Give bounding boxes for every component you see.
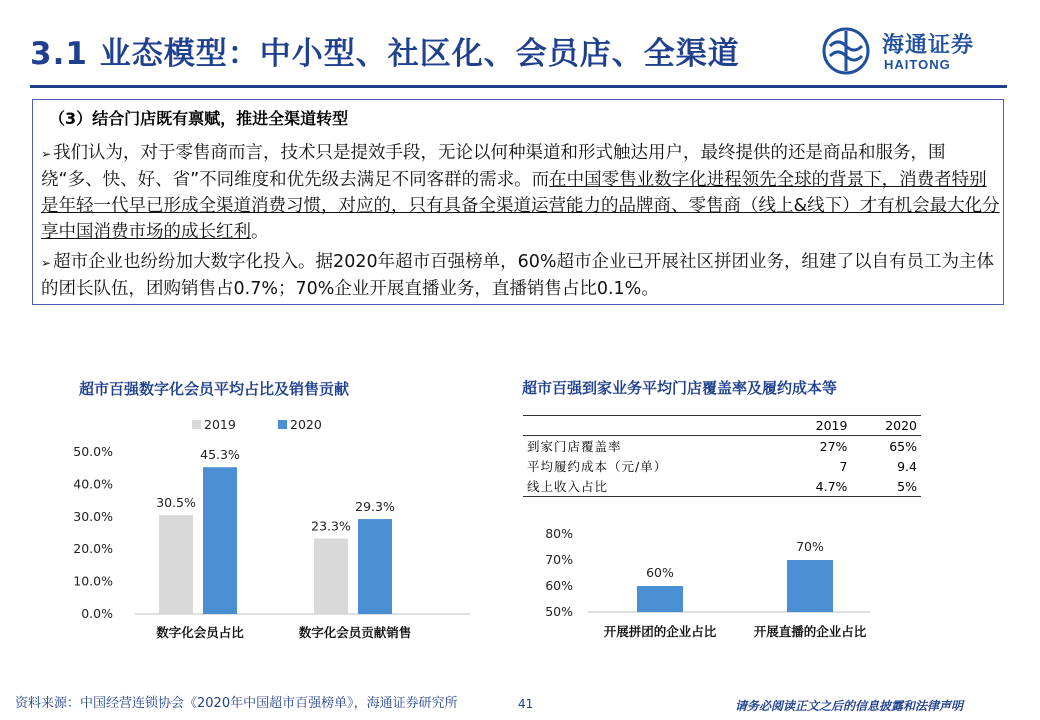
left-chart-title: 超市百强数字化会员平均占比及销售贡献 — [79, 380, 350, 398]
y-tick-label: 50% — [545, 604, 573, 619]
category-label: 数字化会员占比 — [156, 625, 244, 640]
bar — [637, 586, 683, 612]
page-title: 3.1 业态模型：中小型、社区化、会员店、全渠道 — [30, 36, 740, 72]
paragraph-1-text-c: 。 — [251, 222, 269, 242]
category-label: 数字化会员贡献销售 — [298, 625, 412, 640]
table-cell: 线上收入占比 — [523, 476, 782, 497]
table-cell: 65% — [889, 438, 917, 454]
disclaimer: 请务必阅读正文之后的信息披露和法律声明 — [735, 699, 964, 713]
bar — [358, 519, 392, 614]
legend-swatch — [192, 420, 201, 429]
bullet-arrow-icon: ➢ — [41, 256, 52, 270]
table-header-cell: 2019 — [782, 416, 852, 436]
paragraph-1-text-a: 我们认为，对于零售商而言，技术只是提效手段，无论以何种渠道和形式触达用户，最终提供的还是商品和服务，围绕“多、快、好、省”不同维度和优先级去满足不同客群的需求。而 — [41, 143, 946, 190]
y-tick-label: 30.0% — [73, 508, 113, 524]
table-cell: 7 — [839, 458, 848, 474]
right-section-title: 超市百强到家业务平均门店覆盖率及履约成本等 — [522, 379, 838, 397]
y-tick-label: 0.0% — [81, 606, 113, 621]
textbox-subheading: （3）结合门店既有禀赋，推进全渠道转型 — [49, 109, 349, 128]
bar — [203, 467, 237, 614]
paragraph-1-underlined: 在中国零售业数字化进程领先全球的背景下，消费者特别是年轻一代早已形成全渠道消费习惯，对应的，只有具备全渠道运营能力的品牌商、零售商（线上&线下）才有机会最大化分享中国消费市场的成长红利 — [41, 170, 1000, 242]
category-label: 开展直播的企业占比 — [753, 624, 867, 639]
data-label: 70% — [796, 539, 824, 554]
category-label: 开展拼团的企业占比 — [603, 624, 717, 639]
table-cell: 27% — [819, 438, 848, 454]
source-note: 资料来源：中国经营连锁协会《2020年中国超市百强榜单》，海通证券研究所 — [15, 696, 458, 711]
y-tick-label: 60% — [545, 578, 573, 593]
bar — [787, 560, 833, 612]
y-tick-label: 50.0% — [73, 444, 113, 459]
y-tick-label: 40.0% — [73, 476, 113, 492]
logo-english-text: HAITONG — [884, 57, 951, 72]
data-label: 45.3% — [200, 447, 240, 463]
bar — [314, 539, 348, 614]
legend-label: 2020 — [290, 417, 322, 432]
table-cell: 5% — [851, 476, 921, 497]
table-cell: 到家门店覆盖率 — [527, 439, 622, 454]
y-tick-label: 80% — [545, 526, 573, 541]
y-tick-label: 20.0% — [73, 541, 113, 557]
table-cell: 4.7% — [782, 476, 852, 497]
paragraph-2-text: 超市企业也纷纷加大数字化投入。据2020年超市百强榜单，60%超市企业已开展社区拼团业务，组建了以自有员工为主体的团长队伍，团购销售占0.7%；70%企业开展直播业务，直播销售占比0.1%。 — [41, 252, 994, 299]
table-cell: 平均履约成本（元/单） — [527, 459, 668, 474]
data-label: 60% — [646, 565, 674, 580]
y-tick-label: 70% — [545, 552, 573, 567]
bar — [159, 515, 193, 614]
legend-label: 2019 — [204, 417, 236, 432]
data-label: 23.3% — [311, 518, 351, 534]
legend-swatch — [278, 420, 287, 429]
bullet-arrow-icon: ➢ — [41, 147, 52, 161]
data-label: 30.5% — [156, 495, 196, 511]
table-cell: 9.4 — [897, 458, 917, 474]
table-header-cell: 2020 — [851, 416, 921, 436]
page-number: 41 — [518, 697, 534, 711]
logo-chinese-text: 海通证券 — [882, 32, 975, 58]
y-tick-label: 10.0% — [73, 573, 113, 589]
data-label: 29.3% — [355, 499, 395, 515]
